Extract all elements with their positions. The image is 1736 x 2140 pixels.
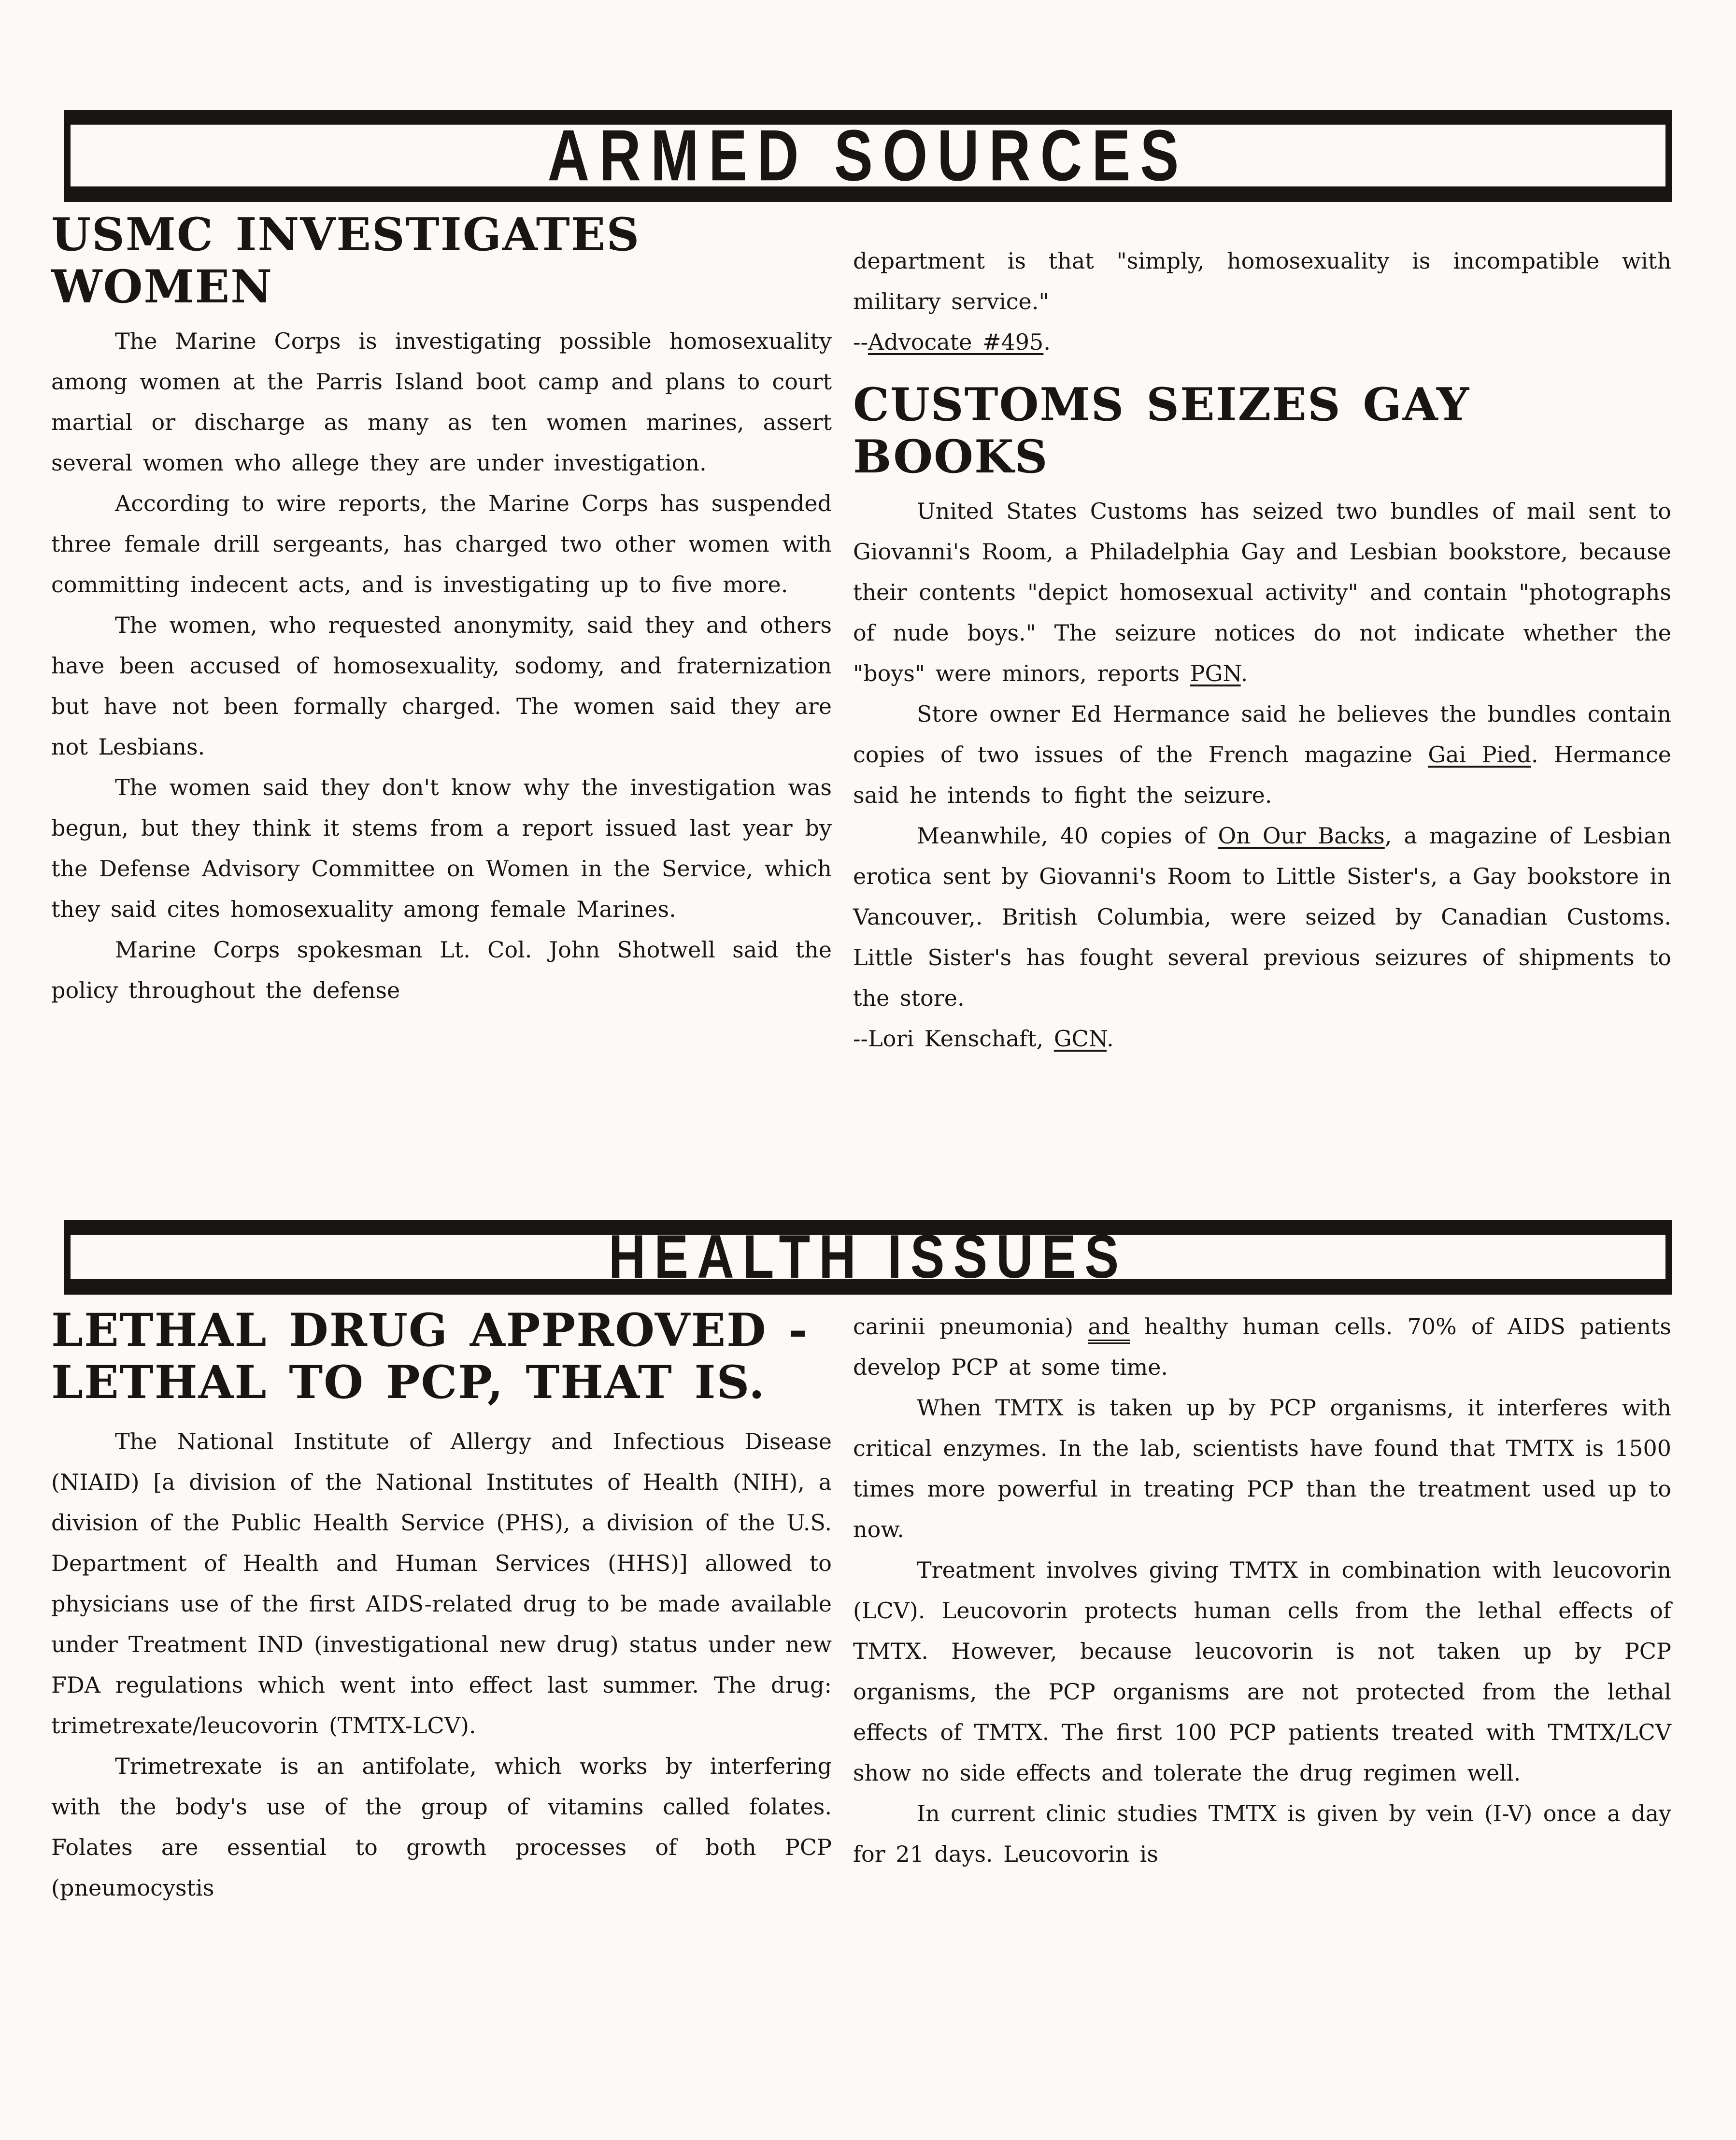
paragraph: Treatment involves giving TMTX in combination with leucovorin (LCV). Leucovorin protects human cells from the lethal effects of TMTX. However, because leucovorin is not taken up by PCP organisms, the PCP organisms are not protected from the lethal effects of TMTX. The first 100 PCP patients treated with TMTX/LCV show no side effects and tolerate the drug regimen well. — [853, 1557, 1671, 1786]
paragraph-text: Store owner Ed Hermance said he believes the bundles contain copies of two issues of the French magazine — [853, 701, 1671, 768]
health-issues-right-column — [853, 1306, 1671, 1874]
paragraph: When TMTX is taken up by PCP organisms, it interferes with critical enzymes. In the lab, scientists have found that TMTX is 1500 times more powerful in treating PCP than the treatment used up to now. — [853, 1395, 1671, 1542]
attribution-author: Lori Kenschaft, — [868, 1026, 1054, 1052]
paragraph: Trimetrexate is an antifolate, which works by interfering with the body's use of the group of vitamins called folates. Folates are essential to growth processes of both PCP (pneumocystis — [51, 1753, 832, 1901]
source-attribution — [853, 1018, 1671, 1059]
attribution-period: . — [1043, 329, 1051, 355]
emphasized-and-double-underline: and — [1088, 1313, 1130, 1344]
paragraph-text: . Hermance said he intends to fight the seizure. — [853, 742, 1672, 808]
paragraph-text: United States Customs has seized two bundles of mail sent to Giovanni's Room, a Philadelphia Gay and Lesbian bookstore, because their contents "depict homosexual activity" and contain "photographs of nude boys." The seizure notices do not indicate whether the "boys" were minors, reports — [853, 498, 1671, 686]
headline-line-1: LETHAL DRUG APPROVED - — [51, 1304, 809, 1357]
paragraph: According to wire reports, the Marine Corps has suspended three female drill sergeants, has charged two other women with committing indecent acts, and is investigating up to five more. — [51, 490, 832, 598]
health-issues-banner-title: HEALTH ISSUES — [608, 1222, 1128, 1291]
paragraph — [853, 815, 1671, 1018]
paragraph-text: Meanwhile, 40 copies of — [917, 823, 1218, 849]
attribution-source-underlined: GCN — [1053, 1026, 1107, 1052]
paragraph — [853, 694, 1671, 815]
armed-sources-banner-title: ARMED SOURCES — [547, 115, 1189, 196]
attribution-dashes: -- — [853, 329, 868, 355]
headline-customs-seizes-gay-books: CUSTOMS SEIZES GAY BOOKS — [853, 378, 1470, 484]
attribution-period: . — [1107, 1026, 1114, 1052]
attribution-dashes: -- — [853, 1026, 868, 1052]
armed-sources-left-column — [51, 209, 832, 1011]
paragraph: The National Institute of Allergy and Infectious Disease (NIAID) [a division of the National Institutes of Health (NIH), a division of the Public Health Service (PHS), a division of the U.S. Department of Health and Human Services (HHS)] allowed to physicians use of the first AIDS-related drug to be made available under Treatment IND (investigational new drug) status under new FDA regulations which went into effect last summer. The drug: trimetrexate/leucovorin (TMTX-LCV). — [51, 1428, 832, 1739]
paragraph-text: healthy human cells. 70% of AIDS patients develop PCP at some time. — [853, 1313, 1671, 1380]
publication-name-underlined: PGN — [1190, 660, 1241, 686]
paragraph: The Marine Corps is investigating possible homosexuality among women at the Parris Island boot camp and plans to court martial or discharge as many as ten women marines, assert several women who allege they are under investigation. — [51, 328, 832, 476]
health-issues-left-column — [51, 1304, 832, 1908]
armed-sources-right-column — [853, 241, 1671, 1059]
paragraph-continuation: department is that "simply, homosexuality is incompatible with military service." — [853, 248, 1671, 314]
source-attribution — [853, 322, 1671, 362]
headline-lethal-drug-approved — [51, 1304, 832, 1409]
paragraph: The women, who requested anonymity, said they and others have been accused of homosexuality, sodomy, and fraternization but have not been formally charged. The women said they are not Lesbians. — [51, 612, 832, 760]
health-issues-banner — [64, 1220, 1672, 1295]
attribution-source-underlined: Advocate #495 — [868, 329, 1044, 355]
paragraph: In current clinic studies TMTX is given by vein (I-V) once a day for 21 days. Leucovorin is — [853, 1800, 1671, 1867]
paragraph-continuation — [853, 1306, 1671, 1387]
paragraph-text: . — [1240, 660, 1248, 686]
headline-usmc-investigates-women: USMC INVESTIGATES WOMEN — [51, 208, 640, 314]
paragraph — [853, 491, 1671, 694]
paragraph: Marine Corps spokesman Lt. Col. John Shotwell said the policy throughout the defense — [51, 937, 832, 1003]
publication-name-underlined: On Our Backs — [1218, 823, 1385, 849]
paragraph-text: , a magazine of Lesbian erotica sent by Giovanni's Room to Little Sister's, a Gay bookstore in Vancouver,. British Columbia, were seized by Canadian Customs. Little Sister's has fought several previous seizures of shipments to the store. — [853, 823, 1671, 1011]
armed-sources-banner — [64, 110, 1672, 202]
headline-line-2: LETHAL TO PCP, THAT IS. — [51, 1356, 766, 1409]
paragraph-text: carinii pneumonia) — [853, 1313, 1088, 1340]
publication-name-underlined: Gai Pied — [1428, 742, 1531, 768]
paragraph: The women said they don't know why the investigation was begun, but they think it stems from a report issued last year by the Defense Advisory Committee on Women in the Service, which they said cites homosexuality among female Marines. — [51, 774, 832, 922]
